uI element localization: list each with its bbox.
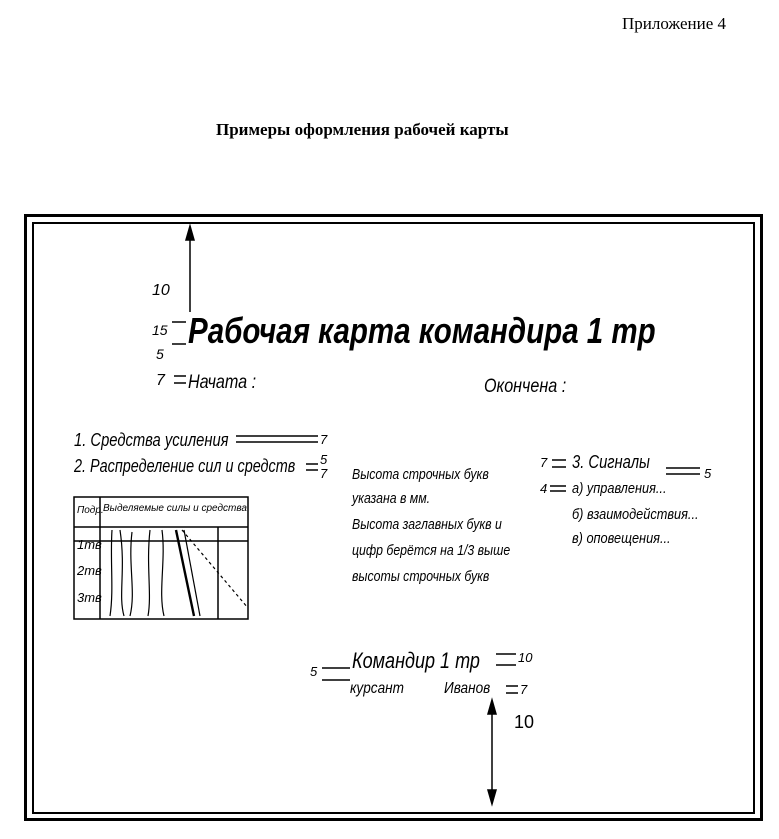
dim-signal-a: 4 (540, 481, 548, 496)
item-reinforcements: 1. Средства усиления (74, 430, 229, 450)
dim-bottom: 10 (514, 712, 535, 732)
signal-interaction: б) взаимодействия... (572, 506, 699, 523)
item-signals: 3. Сигналы (572, 452, 650, 472)
table-row-2: 2тв (77, 563, 102, 578)
page-title: Примеры оформления рабочей карты (216, 120, 509, 139)
note-line-5: высоты строчных букв (352, 568, 490, 585)
table-row-3: 3тв (77, 590, 102, 605)
table-header-forces: Выделяемые силы и средства (103, 503, 247, 514)
note-line-2: указана в мм. (352, 490, 431, 507)
dim-signals-right: 5 (704, 466, 712, 481)
note-line-3: Высота заглавных букв и (352, 516, 502, 533)
table-header-unit: Подр. (77, 505, 104, 516)
table-sketch (110, 530, 248, 616)
signal-control: а) управления... (572, 480, 667, 497)
commander-line: Командир 1 тр (352, 648, 480, 673)
signal-alert: в) оповещения... (572, 530, 671, 547)
appendix-label: Приложение 4 (622, 14, 726, 33)
dim-surname: 7 (520, 682, 528, 697)
map-finished: Окончена : (484, 376, 567, 397)
dim-gap: 5 (156, 346, 164, 362)
item-distribution: 2. Распределение сил и средств (74, 456, 296, 476)
dim-item2-b: 7 (320, 466, 328, 481)
note-line-1: Высота строчных букв (352, 466, 489, 483)
commander-rank: курсант (350, 680, 404, 697)
dim-started: 7 (156, 372, 165, 389)
dim-title: 15 (152, 322, 168, 338)
map-started: Начата : (188, 372, 257, 393)
arrow-up-bottom (488, 700, 496, 714)
dim-item2-a: 5 (320, 452, 328, 467)
dim-commander-left: 5 (310, 664, 318, 679)
note-line-4: цифр берётся на 1/3 выше (352, 542, 511, 559)
dim-signals-left: 7 (540, 455, 548, 470)
dim-top: 10 (152, 282, 170, 299)
dim-item1: 7 (320, 432, 328, 447)
map-title: Рабочая карта командира 1 тр (188, 310, 656, 351)
dim-commander-right: 10 (518, 650, 533, 665)
arrow-down-bottom (488, 790, 496, 804)
arrow-up-top (186, 226, 194, 240)
commander-surname: Иванов (444, 680, 491, 697)
table-row-1: 1тв (77, 537, 102, 552)
